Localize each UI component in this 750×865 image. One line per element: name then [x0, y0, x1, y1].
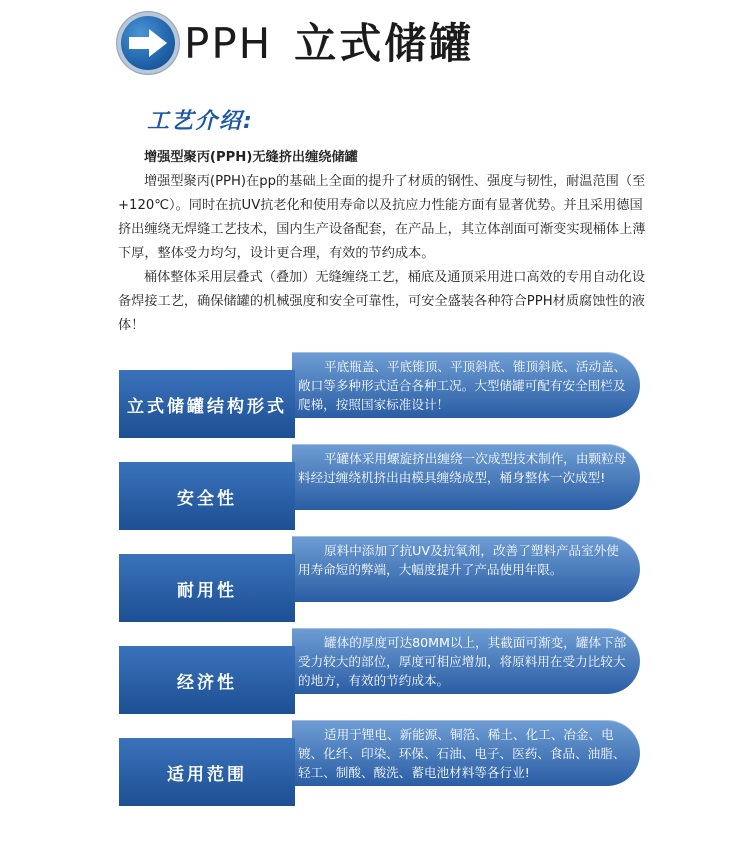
intro-subtitle: 增强型聚丙(PPH)无缝挤出缠绕储罐 — [144, 150, 358, 165]
feature-label: 立式储罐结构形式 — [127, 396, 287, 417]
feature-text: 平底瓶盖、平底锥顶、平顶斜底、锥顶斜底、活动盖、敞口等多种形式适合各种工况。大型储罐可配有安全围栏及爬梯，按照国家标准设计！ — [298, 359, 627, 412]
title-cn: 立式储罐 — [294, 19, 475, 68]
feature-row-applications — [0, 727, 750, 838]
logo — [117, 12, 179, 74]
feature-label: 安全性 — [177, 488, 237, 509]
intro-paragraph-2: 桶体整体采用层叠式（叠加）无缝缠绕工艺，桶底及通顶采用进口高效的专用自动化设备焊接工艺，确保储罐的机械强度和安全可靠性，可安全盛装各种符合PPH材质腐蚀性的液体！ — [118, 270, 646, 333]
feature-label-box — [119, 738, 295, 806]
feature-description — [292, 720, 640, 786]
feature-text: 原料中添加了抗UV及抗氧剂，改善了塑料产品室外使用寿命短的弊端，大幅度提升了产品使用年限。 — [298, 543, 619, 577]
feature-text: 适用于锂电、新能源、铜箔、稀土、化工、冶金、电镀、化纤、印染、环保、石油、电子、医药、食品、油脂、轻工、制酸、酸洗、蓄电池材料等各行业! — [298, 727, 626, 780]
feature-label: 耐用性 — [177, 580, 237, 601]
feature-label-box — [119, 462, 295, 530]
feature-description — [292, 536, 640, 602]
title-pph: PPH — [184, 19, 273, 68]
arrow-right-icon — [127, 26, 169, 60]
feature-label: 经济性 — [177, 672, 237, 693]
section-heading: 工艺介绍: — [147, 109, 254, 134]
intro-paragraph-1: 增强型聚丙(PPH)在pp的基础上全面的提升了材质的钢性、强度与韧性，耐温范围（至+120℃）。同时在抗UV抗老化和使用寿命以及抗应力性能方面有显著优势。并且采用德国挤出缠绕无焊缝工艺技术，国内生产设备配套，在产品上，其立体剖面可渐变实现桶体上薄下厚，整体受力均匀，设计更合理，有效的节约成本。 — [118, 174, 646, 261]
feature-description — [292, 352, 640, 418]
feature-label-box — [119, 370, 295, 438]
feature-description — [292, 628, 640, 694]
feature-label-box — [119, 554, 295, 622]
feature-label: 适用范围 — [167, 764, 247, 785]
feature-description — [292, 444, 640, 510]
feature-text: 平罐体采用螺旋挤出缠绕一次成型技术制作，由颗粒母料经过缠绕机挤出由模具缠绕成型，桶身整体一次成型! — [298, 451, 627, 485]
feature-label-box — [119, 646, 295, 714]
feature-text: 罐体的厚度可达80MM以上，其截面可渐变，罐体下部受力较大的部位，厚度可相应增加，将原料用在受力比较大的地方，有效的节约成本。 — [298, 635, 627, 688]
page-title — [184, 14, 474, 74]
